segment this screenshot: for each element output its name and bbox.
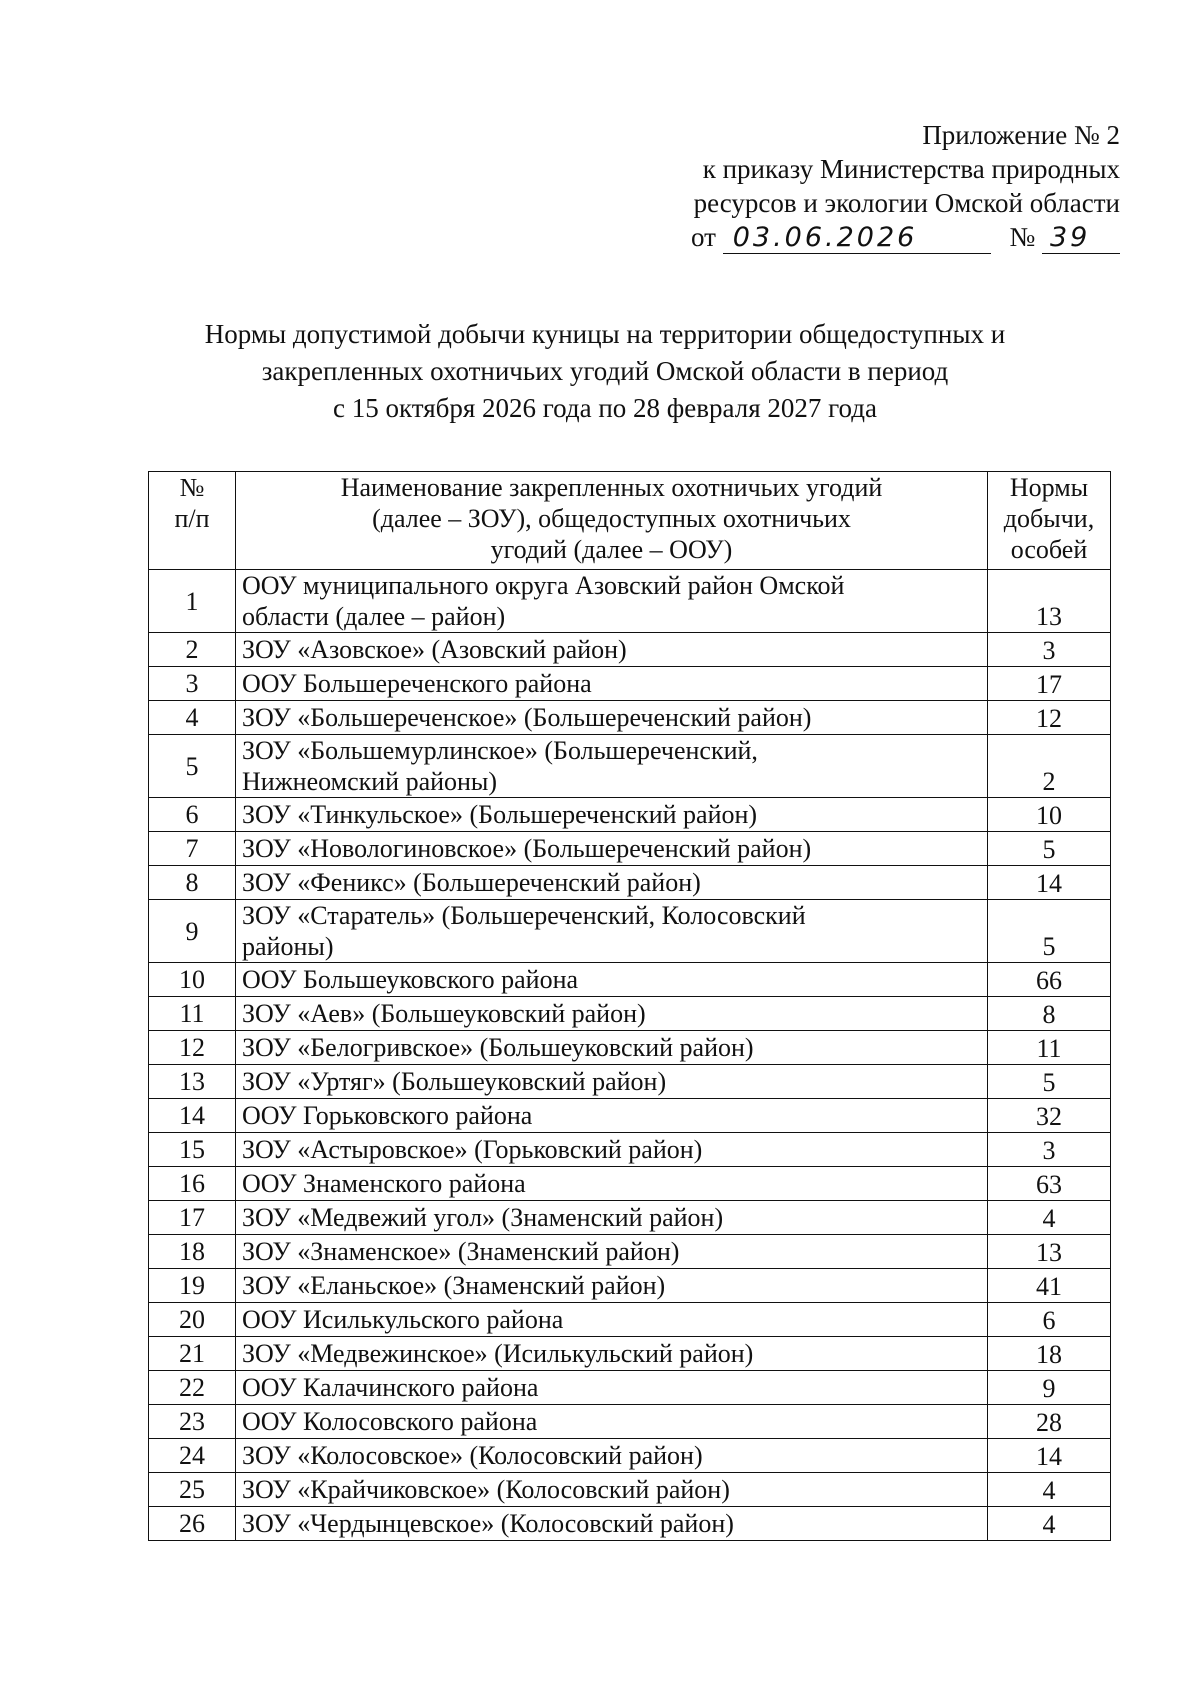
row-number: 16	[149, 1167, 236, 1201]
row-area-name	[236, 997, 988, 1031]
row-norm-value: 28	[988, 1405, 1111, 1439]
row-area-name	[236, 1167, 988, 1201]
area-name-line: ЗОУ «Белогривское» (Большеуковский район)	[242, 1033, 754, 1062]
row-area-name	[236, 1235, 988, 1269]
area-name-line: ООУ Большереченского района	[242, 669, 592, 698]
row-number: 24	[149, 1439, 236, 1473]
table-row	[149, 832, 1111, 866]
row-area-name	[236, 1337, 988, 1371]
row-number: 6	[149, 798, 236, 832]
row-number: 4	[149, 701, 236, 735]
area-name-line: ООУ Колосовского района	[242, 1407, 538, 1436]
appendix-number: Приложение № 2	[922, 120, 1120, 150]
row-norm-value: 6	[988, 1303, 1111, 1337]
table-row	[149, 1235, 1111, 1269]
table-row	[149, 798, 1111, 832]
area-name-line: ООУ Знаменского района	[242, 1169, 526, 1198]
area-name-line: ЗОУ «Астыровское» (Горьковский район)	[242, 1135, 703, 1164]
ministry-line: ресурсов и экологии Омской области	[693, 188, 1120, 218]
row-norm-value: 14	[988, 1439, 1111, 1473]
table-row	[149, 570, 1111, 633]
norms-table	[148, 471, 1111, 1541]
order-number: 39	[1042, 223, 1120, 254]
row-norm-value: 13	[988, 1235, 1111, 1269]
header-norm-line-1: Нормы	[1009, 473, 1089, 502]
table-header-row	[149, 472, 1111, 570]
table-row	[149, 900, 1111, 963]
row-area-name	[236, 963, 988, 997]
area-name-line: области (далее – район)	[242, 602, 506, 631]
row-number: 12	[149, 1031, 236, 1065]
row-area-name	[236, 1133, 988, 1167]
row-area-name	[236, 1031, 988, 1065]
header-name	[236, 472, 988, 570]
table-row	[149, 1473, 1111, 1507]
row-norm-value: 66	[988, 963, 1111, 997]
area-name-line: ЗОУ «Старатель» (Большереченский, Колосовский	[242, 901, 806, 930]
table-row	[149, 1507, 1111, 1541]
row-norm-value: 11	[988, 1031, 1111, 1065]
row-area-name	[236, 866, 988, 900]
document-title	[150, 316, 1060, 427]
row-area-name	[236, 1507, 988, 1541]
row-norm-value: 32	[988, 1099, 1111, 1133]
row-norm-value: 13	[988, 570, 1111, 633]
area-name-line: ЗОУ «Большемурлинское» (Большереченский,	[242, 736, 758, 765]
row-number: 17	[149, 1201, 236, 1235]
header-name-line-1: Наименование закрепленных охотничьих угодий	[340, 473, 883, 502]
area-name-line: ЗОУ «Чердынцевское» (Колосовский район)	[242, 1509, 734, 1538]
header-name-line-3: угодий (далее – ООУ)	[490, 535, 733, 564]
row-number: 13	[149, 1065, 236, 1099]
table-row	[149, 1371, 1111, 1405]
row-area-name	[236, 735, 988, 798]
row-number: 10	[149, 963, 236, 997]
area-name-line: ЗОУ «Медвежий угол» (Знаменский район)	[242, 1203, 724, 1232]
row-norm-value: 12	[988, 701, 1111, 735]
header-number-line-2: п/п	[174, 504, 210, 533]
row-number: 2	[149, 633, 236, 667]
row-number: 5	[149, 735, 236, 798]
row-area-name	[236, 570, 988, 633]
row-norm-value: 5	[988, 832, 1111, 866]
row-norm-value: 5	[988, 1065, 1111, 1099]
table-row	[149, 1167, 1111, 1201]
row-area-name	[236, 1303, 988, 1337]
table-row	[149, 1303, 1111, 1337]
row-norm-value: 3	[988, 1133, 1111, 1167]
row-area-name	[236, 1405, 988, 1439]
row-area-name	[236, 1439, 988, 1473]
area-name-line: ЗОУ «Феникс» (Большереченский район)	[242, 868, 701, 897]
area-name-line: ООУ Горьковского района	[242, 1101, 533, 1130]
header-number-line-1: №	[179, 473, 205, 502]
appendix-header	[600, 118, 1120, 254]
row-number: 21	[149, 1337, 236, 1371]
header-norm-line-3: особей	[1010, 535, 1088, 564]
row-number: 7	[149, 832, 236, 866]
row-area-name	[236, 1099, 988, 1133]
row-number: 14	[149, 1099, 236, 1133]
row-number: 3	[149, 667, 236, 701]
title-line-1: Нормы допустимой добычи куницы на территории общедоступных и	[204, 319, 1006, 349]
row-area-name	[236, 633, 988, 667]
table-row	[149, 1133, 1111, 1167]
row-number: 20	[149, 1303, 236, 1337]
row-area-name	[236, 832, 988, 866]
area-name-line: ЗОУ «Большереченское» (Большереченский район)	[242, 703, 812, 732]
row-number: 25	[149, 1473, 236, 1507]
area-name-line: ЗОУ «Крайчиковское» (Колосовский район)	[242, 1475, 730, 1504]
row-norm-value: 18	[988, 1337, 1111, 1371]
area-name-line: ЗОУ «Уртяг» (Большеуковский район)	[242, 1067, 667, 1096]
row-norm-value: 17	[988, 667, 1111, 701]
table-row	[149, 667, 1111, 701]
row-norm-value: 8	[988, 997, 1111, 1031]
row-norm-value: 4	[988, 1507, 1111, 1541]
row-number: 11	[149, 997, 236, 1031]
row-norm-value: 14	[988, 866, 1111, 900]
table-row	[149, 1337, 1111, 1371]
row-number: 15	[149, 1133, 236, 1167]
row-number: 9	[149, 900, 236, 963]
area-name-line: Нижнеомский районы)	[242, 767, 498, 796]
area-name-line: районы)	[242, 932, 334, 961]
table-row	[149, 1201, 1111, 1235]
row-number: 18	[149, 1235, 236, 1269]
table-row	[149, 735, 1111, 798]
table-row	[149, 1269, 1111, 1303]
row-area-name	[236, 1065, 988, 1099]
area-name-line: ЗОУ «Знаменское» (Знаменский район)	[242, 1237, 680, 1266]
area-name-line: ЗОУ «Колосовское» (Колосовский район)	[242, 1441, 703, 1470]
area-name-line: ООУ Большеуковского района	[242, 965, 579, 994]
table-row	[149, 1031, 1111, 1065]
date-prefix: от	[691, 222, 716, 252]
area-name-line: ЗОУ «Новологиновское» (Большереченский район)	[242, 834, 812, 863]
area-name-line: ООУ Калачинского района	[242, 1373, 539, 1402]
header-norm-line-2: добычи,	[1003, 504, 1095, 533]
row-area-name	[236, 1473, 988, 1507]
row-number: 8	[149, 866, 236, 900]
header-norm	[988, 472, 1111, 570]
row-norm-value: 5	[988, 900, 1111, 963]
header-number	[149, 472, 236, 570]
table-row	[149, 1099, 1111, 1133]
order-number-label: №	[1009, 222, 1036, 252]
row-norm-value: 3	[988, 633, 1111, 667]
table-row	[149, 1405, 1111, 1439]
row-area-name	[236, 900, 988, 963]
row-number: 23	[149, 1405, 236, 1439]
area-name-line: ЗОУ «Еланьское» (Знаменский район)	[242, 1271, 666, 1300]
table-row	[149, 866, 1111, 900]
row-number: 1	[149, 570, 236, 633]
area-name-line: ЗОУ «Аев» (Большеуковский район)	[242, 999, 646, 1028]
area-name-line: ЗОУ «Медвежинское» (Исилькульский район)	[242, 1339, 754, 1368]
area-name-line: ООУ муниципального округа Азовский район Омской	[242, 571, 845, 600]
row-number: 19	[149, 1269, 236, 1303]
row-number: 22	[149, 1371, 236, 1405]
table-row	[149, 1439, 1111, 1473]
table-row	[149, 633, 1111, 667]
table-row	[149, 997, 1111, 1031]
area-name-line: ЗОУ «Азовское» (Азовский район)	[242, 635, 627, 664]
row-area-name	[236, 1201, 988, 1235]
table-row	[149, 701, 1111, 735]
row-norm-value: 41	[988, 1269, 1111, 1303]
row-number: 26	[149, 1507, 236, 1541]
header-name-line-2: (далее – ЗОУ), общедоступных охотничьих	[372, 504, 851, 533]
row-norm-value: 4	[988, 1201, 1111, 1235]
row-area-name	[236, 1371, 988, 1405]
row-norm-value: 9	[988, 1371, 1111, 1405]
row-area-name	[236, 701, 988, 735]
row-area-name	[236, 798, 988, 832]
row-norm-value: 63	[988, 1167, 1111, 1201]
area-name-line: ООУ Исилькульского района	[242, 1305, 564, 1334]
order-date-line	[600, 220, 1120, 254]
row-norm-value: 2	[988, 735, 1111, 798]
row-norm-value: 4	[988, 1473, 1111, 1507]
order-reference-line: к приказу Министерства природных	[702, 154, 1120, 184]
title-line-2: закрепленных охотничьих угодий Омской области в период	[261, 356, 949, 386]
row-norm-value: 10	[988, 798, 1111, 832]
area-name-line: ЗОУ «Тинкульское» (Большереченский район)	[242, 800, 758, 829]
order-date: 03.06.2026	[723, 223, 991, 254]
title-line-3: с 15 октября 2026 года по 28 февраля 2027 года	[333, 393, 877, 423]
row-area-name	[236, 667, 988, 701]
row-area-name	[236, 1269, 988, 1303]
table-row	[149, 963, 1111, 997]
table-row	[149, 1065, 1111, 1099]
